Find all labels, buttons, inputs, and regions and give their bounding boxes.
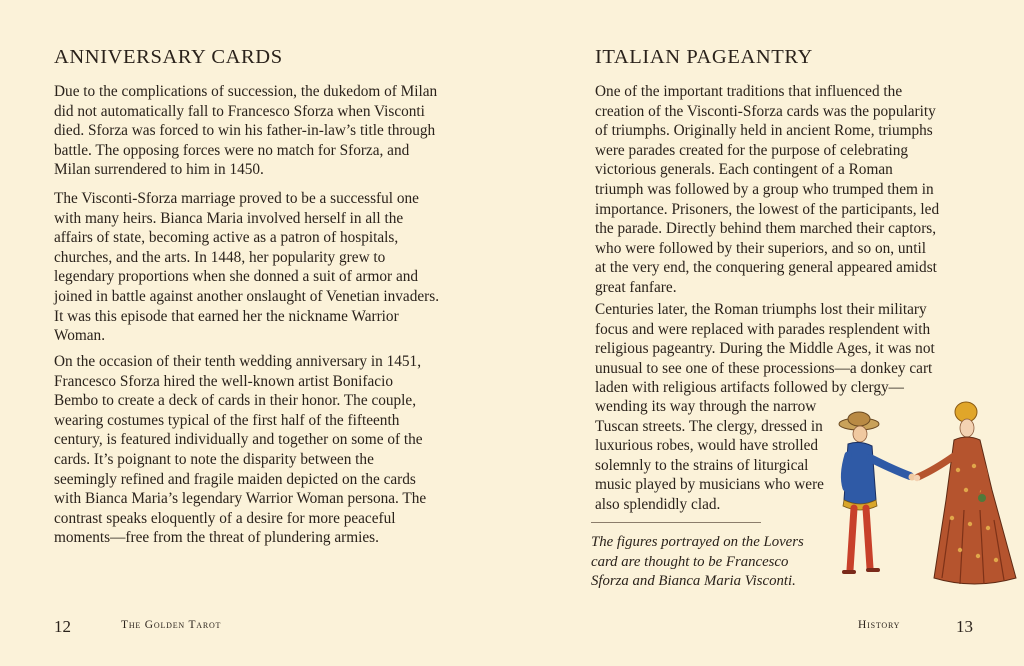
lovers-card-illustration <box>824 400 1024 595</box>
left-paragraph-3: On the occasion of their tenth wedding anniversary in 1451, Francesco Sforza hired the well-known artist Bonifacio Bembo to create a deck of cards in their honor. The couple, wearing costumes typical of the first half of the fifteenth century, is featured individually and together on some of the cards. It’s poignant to note the disparity between the seemingly refined and fragile maiden depicted on the cards with Bianca Maria’s legendary Warrior Woman persona. The contrast speaks eloquently of a desire for more peaceful moments—free from the threat of plundering armies. <box>54 353 427 547</box>
running-head-right: History <box>858 619 901 631</box>
page-number-left: 12 <box>54 617 71 636</box>
right-heading: ITALIAN PAGEANTRY <box>595 46 813 68</box>
figure-caption: The figures portrayed on the Lovers card are thought to be Francesco Sforza and Bianca Maria Visconti. <box>591 534 804 589</box>
caption-rule <box>591 522 761 523</box>
right-paragraph-3: wending its way through the narrow Tuscan streets. The clergy, dressed in luxurious robes, would have strolled solemnly to the strains of liturgical music played by musicians who were also splendidly clad. <box>595 398 824 513</box>
running-head-left: The Golden Tarot <box>121 619 222 631</box>
page-number-right: 13 <box>956 617 973 636</box>
left-heading: ANNIVERSARY CARDS <box>54 46 283 68</box>
left-paragraph-2: The Visconti-Sforza marriage proved to be a successful one with many heirs. Bianca Maria involved herself in all the affairs of state, becoming active as a patron of hospitals, churches, and the arts. In 1448, her popularity grew to legendary proportions when she donned a suit of armor and joined in battle against another onslaught of Venetian invaders. It was this episode that earned her the nickname Warrior Woman. <box>54 190 440 345</box>
bianca-maria-figure <box>914 402 1016 584</box>
right-paragraph-2: Centuries later, the Roman triumphs lost their military focus and were replaced with parades resplendent with religious pageantry. During the Middle Ages, it was not unusual to see one of these processions—a donkey cart laden with religious artifacts followed by clergy— <box>595 301 935 397</box>
right-page <box>512 0 1024 666</box>
right-paragraph-1: One of the important traditions that influenced the creation of the Visconti-Sforza cards was the popularity of triumphs. Originally held in ancient Rome, triumphs were parades created for the purpose of celebrating victorious generals. Each contingent of a Roman triumph was followed by a group who trumped them in importance. Prisoners, the lowest of the participants, led the parade. Directly behind them marched their captors, who were followed by their superiors, and so on, until at the very end, the conquering general appeared amidst great fanfare. <box>595 83 940 296</box>
left-paragraph-1: Due to the complications of succession, the dukedom of Milan did not automatically fall to Francesco Sforza when Visconti died. Sforza was forced to win his father-in-law’s title through battle. The opposing forces were no match for Sforza, and Milan surrendered to him in 1450. <box>54 83 438 179</box>
francesco-figure <box>839 412 916 572</box>
